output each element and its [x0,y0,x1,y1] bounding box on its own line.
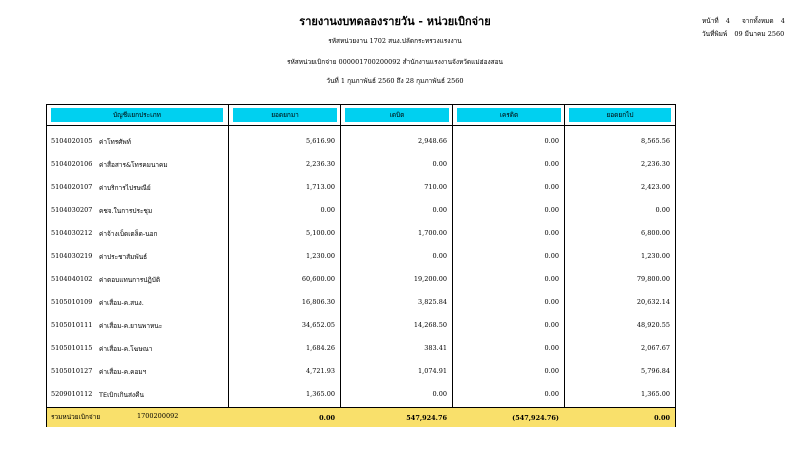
total-brought-forward: 0.00 [319,414,335,422]
trial-balance-table [46,104,676,427]
account-code: 5104020105 [51,137,93,145]
disbursing-unit-line: รหัสหน่วยเบิกจ่าย 000001700200092 สำนักงานแรงงานจังหวัดแม่ฮ่องสอน [286,58,503,66]
debit: 383.41 [424,344,447,352]
table-row [47,130,675,152]
credit: 0.00 [544,298,559,306]
total-carried-forward: 0.00 [654,414,670,422]
debit: 3,825.84 [418,298,447,306]
table-row [47,153,675,175]
total-pages: 4 [780,17,785,25]
account-code: 5209010112 [51,390,93,398]
brought-forward: 0.00 [320,206,335,214]
carried-forward: 2,067.67 [641,344,670,352]
account-name: ค่าตอบแทนการปฏิบัติ [99,276,161,284]
debit: 1,700.00 [418,229,447,237]
credit: 0.00 [544,206,559,214]
account-name: ค่าสื่อสาร&โทรคมนาคม [99,161,168,169]
account-name: ค่าโทรศัพท์ [99,138,131,146]
credit: 0.00 [544,183,559,191]
account-code: 5105010127 [51,367,93,375]
of-label: จากทั้งหมด [741,17,774,25]
account-name: ค่าเสื่อม-ค.สนง. [99,299,144,307]
debit: 710.00 [424,183,447,191]
account-code: 5104040102 [51,275,93,283]
carried-forward: 5,796.84 [641,367,670,375]
credit: 0.00 [544,160,559,168]
credit: 0.00 [544,367,559,375]
credit: 0.00 [544,344,559,352]
carried-forward: 20,632.14 [636,298,670,306]
account-code: 5105010109 [51,298,93,306]
account-code: 5104030207 [51,206,93,214]
carried-forward: 0.00 [655,206,670,214]
table-row [47,291,675,313]
header-debit: เดบิต [345,108,449,122]
header-carried-forward: ยอดยกไป [569,108,671,122]
brought-forward: 5,616.90 [306,137,335,145]
account-name: TEเบิกเกินส่งคืน [99,391,144,399]
debit: 1,074.91 [418,367,447,375]
table-row [47,268,675,290]
brought-forward: 2,236.30 [306,160,335,168]
brought-forward: 1,713.00 [306,183,335,191]
brought-forward: 1,230.00 [306,252,335,260]
total-row [47,407,675,427]
total-credit: (547,924.76) [512,414,559,422]
page-label: หน้าที่ [702,17,719,25]
account-name: ค่าเสื่อม-ค.คอมฯ [99,368,147,376]
brought-forward: 16,806.30 [301,298,335,306]
account-name: ค่าจ้างเบ็ดเตล็ด-นอก [99,230,158,238]
header-credit: เครดิต [457,108,561,122]
carried-forward: 2,236.30 [641,160,670,168]
print-date-label: วันที่พิมพ์ [702,30,728,38]
credit: 0.00 [544,321,559,329]
brought-forward: 60,600.00 [301,275,335,283]
page-number: 4 [725,17,730,25]
total-label: รวมหน่วยเบิกจ่าย [51,413,101,421]
debit: 0.00 [432,252,447,260]
brought-forward: 4,721.93 [306,367,335,375]
report-title: รายงานงบทดลองรายวัน - หน่วยเบิกจ่าย [299,15,491,28]
debit: 19,200.00 [413,275,447,283]
credit: 0.00 [544,137,559,145]
table-header [47,105,675,126]
page-info [702,15,785,41]
debit: 2,948.66 [418,137,447,145]
header-ledger: บัญชีแยกประเภท [51,108,223,122]
credit: 0.00 [544,390,559,398]
carried-forward: 2,423.00 [641,183,670,191]
print-date: 09 มีนาคม 2560 [734,30,785,38]
carried-forward: 6,800.00 [641,229,670,237]
table-row [47,337,675,359]
date-range: วันที่ 1 กุมภาพันธ์ 2560 ถึง 28 กุมภาพันธ์ 2560 [326,77,464,85]
table-row [47,245,675,267]
carried-forward: 1,365.00 [641,390,670,398]
table-row [47,383,675,405]
brought-forward: 5,100.00 [306,229,335,237]
brought-forward: 34,652.05 [301,321,335,329]
account-name: ค่าเสื่อม-ค.ยานพาหนะ [99,322,163,330]
debit: 14,268.50 [413,321,447,329]
debit: 0.00 [432,390,447,398]
agency-line: รหัสหน่วยงาน 1702 สนง.ปลัดกระทรวงแรงงาน [328,37,462,45]
account-code: 5104030212 [51,229,93,237]
account-code: 5104020106 [51,160,93,168]
account-name: ค่าเสื่อม-ค.โฆษณา [99,345,153,353]
account-code: 5104020107 [51,183,93,191]
brought-forward: 1,684.26 [306,344,335,352]
brought-forward: 1,365.00 [306,390,335,398]
account-code: 5105010111 [51,321,93,329]
credit: 0.00 [544,252,559,260]
carried-forward: 48,920.55 [636,321,670,329]
credit: 0.00 [544,275,559,283]
credit: 0.00 [544,229,559,237]
table-row [47,360,675,382]
account-name: คชจ.ในการประชุม [99,207,153,215]
account-code: 5105010115 [51,344,93,352]
debit: 0.00 [432,206,447,214]
total-debit: 547,924.76 [406,414,447,422]
debit: 0.00 [432,160,447,168]
carried-forward: 8,565.56 [641,137,670,145]
table-row [47,199,675,221]
carried-forward: 1,230.00 [641,252,670,260]
total-unit-code: 1700200092 [137,412,179,420]
account-name: ค่าบริการไปรษณีย์ [99,184,151,192]
account-code: 5104030219 [51,252,93,260]
table-row [47,314,675,336]
table-row [47,222,675,244]
account-name: ค่าประชาสัมพันธ์ [99,253,148,261]
header-brought-forward: ยอดยกมา [233,108,337,122]
carried-forward: 79,800.00 [636,275,670,283]
table-row [47,176,675,198]
